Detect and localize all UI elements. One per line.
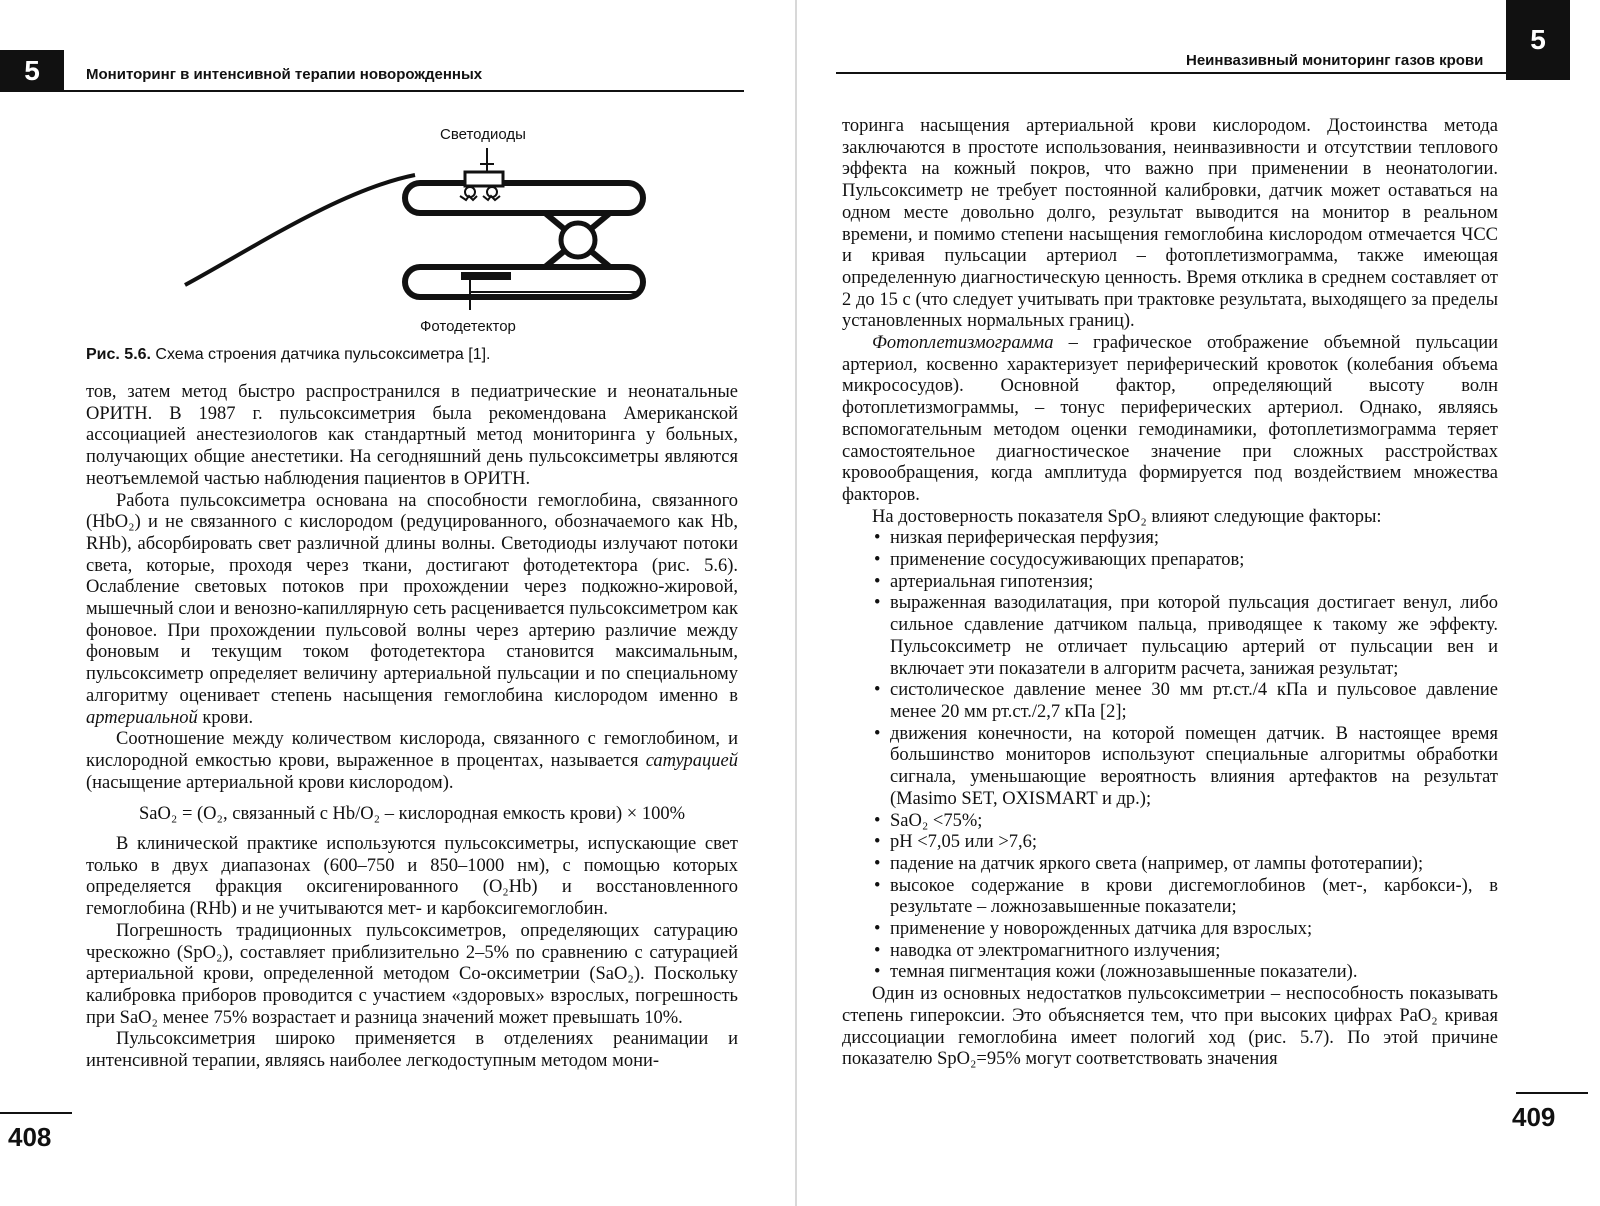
list-item: • SaO₂ <75%; xyxy=(842,811,1498,833)
page-number: 408 xyxy=(8,1122,52,1152)
list-item: • наводка от электромагнитного излучения; xyxy=(842,941,1498,963)
figure-caption xyxy=(86,346,490,364)
list-item: • применение у новорожденных датчика для взрослых; xyxy=(842,919,1498,941)
led-holder xyxy=(465,172,503,186)
paragraph: Фотоплетизмограмма – графическое отображение объемной пульсации артериол, косвенно характеризует периферический кровоток (колебания объема микрососудов). Основной фактор, определяющий высоту волн фотоплетизмограммы, – тонус периферических артериол. Однако, являясь вспомогательным методом оценки гемодинамики, фотоплетизмограмма теряет самостоятельное диагностическое значение при сложных расстройствах кровообращения, когда амплитуда формируется под воздействием множества факторов. xyxy=(842,333,1498,505)
left-page xyxy=(0,0,790,1206)
list-item: • падение на датчик яркого света (например, от лампы фототерапии); xyxy=(842,854,1498,876)
pulse-oximeter-sensor-figure xyxy=(170,140,670,320)
photodetector-icon xyxy=(462,273,510,279)
right-page xyxy=(800,0,1600,1206)
header-rule xyxy=(64,90,744,92)
saturation-formula: SaO₂ = (O₂, связанный с Hb/O₂ – кислородная емкость крови) × 100% xyxy=(139,804,685,825)
list-item: • применение сосудосуживающих препаратов; xyxy=(842,550,1498,572)
list-item: • артериальная гипотензия; xyxy=(842,572,1498,594)
paragraph: Соотношение между количеством кислорода, связанного с гемоглобином, и кислородной емкостью крови, выраженное в процентах, называется сатурацией (насыщение артериальной крови кислородом). xyxy=(86,729,738,793)
chapter-number-box: 5 xyxy=(1506,0,1570,80)
factors-list xyxy=(842,528,1498,984)
left-text-column xyxy=(86,382,738,1073)
footer-rule xyxy=(1516,1092,1588,1094)
chapter-number-box: 5 xyxy=(0,50,64,92)
book-gutter xyxy=(795,0,797,1206)
list-item: • выраженная вазодилатация, при которой пульсация достигает венул, либо сильное сдавление датчиком пальца, приводящее к такому же эффекту. Пульсоксиметр не отличает пульсацию артерий от пульсации вен и включает эти показатели в алгоритм расчета, занижая результат; xyxy=(842,593,1498,680)
list-item: • движения конечности, на которой помещен датчик. В настоящее время большинство мониторов используют специальные алгоритмы обработки сигнала, уменьшающие вероятность влияния артефактов на результат (Masimo SET, OXISMART и др.); xyxy=(842,724,1498,811)
list-item: • высокое содержание в крови дисгемоглобинов (мет-, карбокси-), в результате – ложнозавышенные показатели; xyxy=(842,876,1498,919)
paragraph: Работа пульсоксиметра основана на способности гемоглобина, связанного (HbO₂) и не связанного с кислородом (редуцированного, обозначаемого как Hb, RHb), абсорбировать свет различной длины волны. Светодиоды излучают потоки света, которые, проходя через ткани, достигают фотодетектора (рис. 5.6). Ослабление световых потоков при прохождении через подкожно-жировой, мышечный слои и венозно-капиллярную сеть расценивается пульсоксиметром как фоновое. При прохождении пульсовой волны через артерию различие между фоновым и текущим током фотодетектора становится максимальным, пульсоксиметр определяет величину артериальной пульсации и по специальному алгоритму оценивает степень насыщения гемоглобина кислородом именно в артериальной крови. xyxy=(86,490,738,728)
list-item: • темная пигментация кожи (ложнозавышенные показатели). xyxy=(842,962,1498,984)
page-number: 409 xyxy=(1512,1102,1556,1132)
paragraph: Пульсоксиметрия широко применяется в отделениях реанимации и интенсивной терапии, являясь наиболее легкодоступным методом мони- xyxy=(86,1029,738,1072)
list-item: • низкая периферическая перфузия; xyxy=(842,528,1498,550)
paragraph: На достоверность показателя SpO₂ влияют следующие факторы: xyxy=(872,506,1382,527)
figure-label-photodetector: Фотодетектор xyxy=(420,318,516,335)
running-head: Мониторинг в интенсивной терапии новорожденных xyxy=(86,66,483,83)
footer-rule xyxy=(0,1112,72,1114)
paragraph: тов, затем метод быстро распространился в педиатрические и неонатальные ОРИТН. В 1987 г. пульсоксиметрия была рекомендована Американской ассоциацией анестезиологов как стандартный метод мониторинга у больных, получающих общие анестетики. На сегодняшний день пульсоксиметры являются неотъемлемой частью наблюдения пациентов в ОРИТН. xyxy=(86,382,738,489)
list-item: • систолическое давление менее 30 мм рт.ст./4 кПа и пульсовое давление менее 20 мм рт.ст./2,7 кПа [2]; xyxy=(842,680,1498,723)
header-rule xyxy=(836,72,1508,74)
paragraph: торинга насыщения артериальной крови кислородом. Достоинства метода заключаются в простоте использования, неинвазивности и отсутствии теплового эффекта на кожный покров, что важно при применении в неонатологии. Пульсоксиметр не требует постоянной калибровки, датчик может оставаться на одном месте довольно долго, результат выводится на монитор в реальном времени, и помимо степени насыщения гемоглобина кислородом отмечается ЧСС и кривая пульсации артериол – фотоплетизмограмма, также имеющая определенную диагностическую ценность. Время отклика в среднем составляет от 2 до 15 с (что следует учитывать при трактовке результата, выходящего за пределы установленных нормальных границ). xyxy=(842,116,1498,332)
hinge-icon xyxy=(561,223,595,257)
paragraph: Один из основных недостатков пульсоксиметрии – неспособность показывать степень гипероксии. Это объясняется тем, что при высоких цифрах PaO₂ кривая диссоциации гемоглобина имеет пологий ход (рис. 5.7). По этой причине показателю SpO₂=95% могут соответствовать значения xyxy=(842,984,1498,1070)
paragraph: В клинической практике используются пульсоксиметры, испускающие свет только в двух диапазонах (600–750 и 850–1000 нм), с помощью которых определяется фракция оксигенированного (O₂Hb) и восстановленного гемоглобина (RHb) и не учитываются мет- и карбоксигемоглобин. xyxy=(86,834,738,920)
paragraph: Погрешность традиционных пульсоксиметров, определяющих сатурацию чрескожно (SpO₂), составляет приблизительно 2–5% по сравнению с сатурацией артериальной крови, определенной методом Co-оксиметрии (SaO₂). Поскольку калибровка приборов проводится с участием «здоровых» взрослых, погрешность при SaO₂ менее 75% возрастает и разница значений может превышать 10%. xyxy=(86,920,738,1028)
sensor-upper-arm xyxy=(405,183,643,213)
figure-label-leds: Светодиоды xyxy=(440,126,526,143)
sensor-cable xyxy=(185,175,415,285)
right-text-column xyxy=(842,116,1498,1071)
figure-caption-text: Схема строения датчика пульсоксиметра [1]. xyxy=(150,346,491,363)
running-head: Неинвазивный мониторинг газов крови xyxy=(1186,52,1484,69)
list-item: • pH <7,05 или >7,6; xyxy=(842,832,1498,854)
figure-caption-prefix: Рис. 5.6. xyxy=(86,346,151,363)
